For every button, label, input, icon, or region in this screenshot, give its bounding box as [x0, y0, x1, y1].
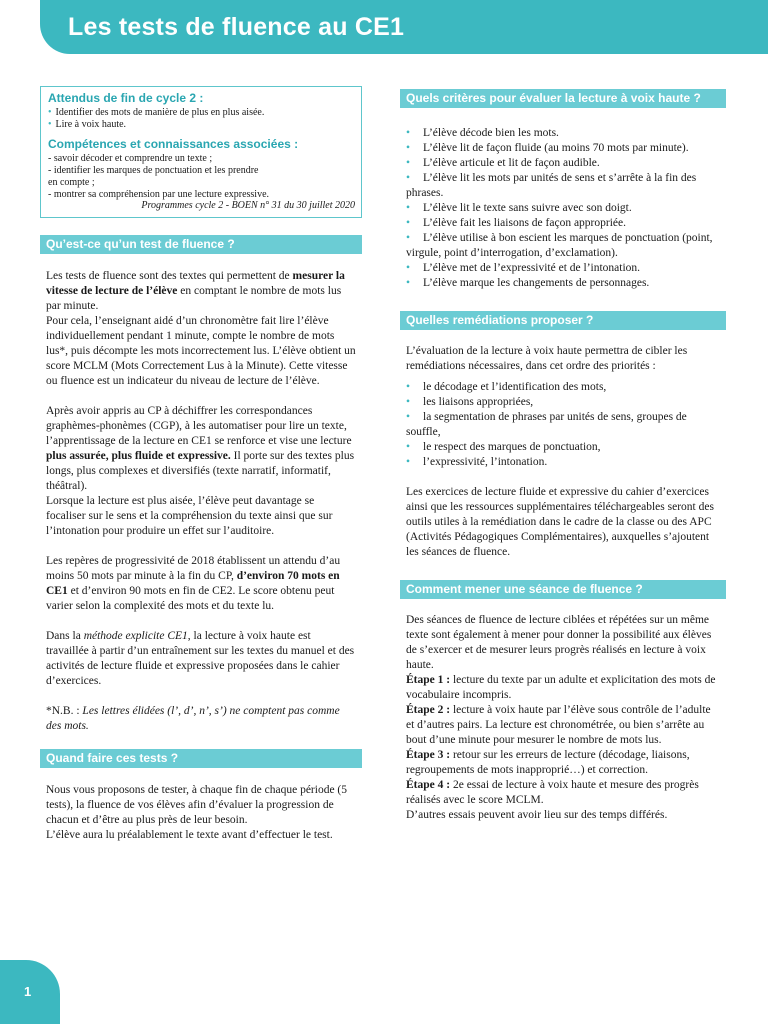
list-item: • le respect des marques de ponctuation, [406, 441, 601, 453]
attendus-box [40, 86, 362, 218]
left-column [40, 86, 362, 843]
list-item: • L’élève met de l’expressivité et de l’intonation. [406, 262, 641, 274]
list-item: • L’élève marque les changements de personnages. [406, 277, 650, 289]
section-heading-seance: Comment mener une séance de fluence ? [400, 580, 726, 599]
list-item: • le décodage et l’identification des mots, [406, 381, 607, 393]
section-heading-remediations: Quelles remédiations proposer ? [400, 311, 726, 330]
list-item: • L’élève fait les liaisons de façon appropriée. [406, 217, 626, 229]
section-body-seance: Des séances de fluence de lecture ciblées et répétées sur un même texte sont également à mener pour donner la possibilité aux élèves de s’exercer et de mesurer leurs progrès réalisés en lecture à voix haute. Étape 1 : lecture du texte par un adulte et explicitation des mots de vocabulaire incompris. Étape 2 : lecture à voix haute par l’élève sous contrôle de l’adulte et d’autres pairs. La lecture est chronométrée, ou bien s’arrête au bout d’une minute pour mesurer le nombre de mots lus. Étape 3 : retour sur les erreurs de lecture (décodage, liaisons, regroupements de mots inapproprié…) et correction. Étape 4 : 2e essai de lecture à voix haute et mesure des progrès réalisés avec le score MCLM. D’autres essais peuvent avoir lieu sur des temps différés. [406, 614, 716, 821]
bullet-icon: • [406, 217, 411, 229]
page-title: Les tests de fluence au CE1 [68, 13, 405, 41]
right-column [400, 89, 726, 823]
step-label: Étape 3 : [406, 749, 451, 761]
section-heading-fluence: Qu’est-ce qu’un test de fluence ? [40, 235, 362, 254]
page-number-tab [0, 960, 60, 1024]
attendus-heading: Attendus de fin de cycle 2 : [48, 91, 204, 105]
page-number: 1 [24, 984, 32, 999]
section-heading-criteres: Quels critères pour évaluer la lecture à voix haute ? [400, 89, 726, 108]
bullet-icon: • [406, 127, 411, 139]
bullet-icon: • [48, 119, 52, 130]
section-body-remediations: L’évaluation de la lecture à voix haute permettra de cibler les remédiations nécessaires, dans cet ordre des priorités : • le décodage et l’identification des mots, • les liaisons appropriées, • la segmentation de phrases par unités de sens, groupes de souffle, • le respect des marques de ponctuation, • l’expressivité, l’intonation. Les exercices de lecture fluide et expressive du cahier d’exercices ainsi que les ressources supplémentaires téléchargeables seront des outils utiles à la remédiation dans le cadre de la classe ou des APC (Activités Pédagogiques Complémentaires), auxquelles s’ajoutent les séances de fluence. [400, 344, 726, 560]
list-item: • la segmentation de phrases par unités de sens, groupes de souffle, [406, 411, 687, 438]
bullet-icon: • [406, 411, 411, 423]
step-label: Étape 4 : [406, 779, 451, 791]
step-label: Étape 1 : [406, 674, 451, 686]
list-item: • les liaisons appropriées, [406, 396, 534, 408]
bullet-icon: • [48, 107, 52, 118]
bullet-icon: • [406, 262, 411, 274]
list-item: • L’élève articule et lit de façon audible. [406, 157, 600, 169]
bullet-icon: • [406, 277, 411, 289]
list-item: • L’élève utilise à bon escient les marques de ponctuation (point, virgule, point d’interrogation, d’exclamation). [406, 232, 713, 259]
list-item: • l’expressivité, l’intonation. [406, 456, 548, 468]
bullet-icon: • [406, 441, 411, 453]
list-item: • L’élève lit les mots par unités de sens et s’arrête à la fin des phrases. [406, 172, 697, 199]
list-item: • L’élève décode bien les mots. [406, 127, 559, 139]
bullet-icon: • [406, 202, 411, 214]
programme-reference: Programmes cycle 2 - BOEN n° 31 du 30 juillet 2020 [141, 200, 355, 211]
criteria-list [406, 126, 720, 291]
bullet-icon: • [406, 381, 411, 393]
bullet-icon: • [406, 232, 411, 244]
section-body-fluence: Les tests de fluence sont des textes qui permettent de mesurer la vitesse de lecture de l’élève en comptant le nombre de mots lus par minute. Pour cela, l’enseignant aidé d’un chronomètre fait lire l’élève individuellement pendant 1 minute, compte le nombre de mots lus*, puis décompte les mots incorrectement lus. L’élève obtient un score MCLM (Mots Correctement Lus à la Minute). Cette vitesse ou fluence est un indicateur du niveau de lecture de l’élève. Après avoir appris au CP à déchiffrer les correspondances graphèmes-phonèmes (CGP), à les automatiser pour lire un texte, l’apprentissage de la lecture en CE1 se renforce et vise une lecture plus assurée, plus fluide et expressive. Il porte sur des textes plus longs, plus complexes et diversifiés (texte narratif, informatif, théâtral). Lorsque la lecture est plus aisée, l’élève peut davantage se focaliser sur le sens et la compréhension du texte ainsi que sur l’intonation pour produire un effet sur l’auditoire. Les repères de progressivité de 2018 établissent un attendu d’au moins 50 mots par minute à la fin du CP, d’environ 70 mots en CE1 et d’environ 90 mots en fin de CE2. Le score obtenu peut varier selon la complexité des mots et du texte lu. Dans la méthode explicite CE1, la lecture à voix haute est travaillée à partir d’un entraînement sur les textes du manuel et des activités de lecture fluide et expressive proposées dans le cahier d’exercices. *N.B. : Les lettres élidées (l’, d’, n’, s’) ne comptent pas comme des mots. [46, 270, 356, 732]
section-body-quand: Nous vous proposons de tester, à chaque fin de chaque période (5 tests), la fluence de vos élèves afin d’évaluer la progression de chacun et d’être au plus près de leur besoin. L’élève aura lu préalablement le texte avant d’effectuer le test. [46, 784, 348, 841]
list-item: • Lire à voix haute. [48, 119, 127, 130]
competences-heading: Compétences et connaissances associées : [48, 137, 299, 151]
bullet-icon: • [406, 172, 411, 184]
step-label: Étape 2 : [406, 704, 451, 716]
section-heading-quand: Quand faire ces tests ? [40, 749, 362, 768]
competences-text: - savoir décoder et comprendre un texte ; - identifier les marques de ponctuation et les prendre en compte ; - montrer sa compréhension par une lecture expressive. [48, 153, 270, 200]
bullet-icon: • [406, 157, 411, 169]
list-item: • Identifier des mots de manière de plus en plus aisée. [48, 107, 265, 118]
note: *N.B. : Les lettres élidées (l’, d’, n’, s’) ne comptent pas comme des mots. [46, 705, 340, 732]
section-body-criteres [400, 126, 726, 291]
page-header [40, 0, 768, 54]
bullet-icon: • [406, 142, 411, 154]
list-item: • L’élève lit de façon fluide (au moins 70 mots par minute). [406, 142, 689, 154]
remediation-list [406, 380, 720, 470]
list-item: • L’élève lit le texte sans suivre avec son doigt. [406, 202, 632, 214]
bullet-icon: • [406, 396, 411, 408]
attendus-list [48, 107, 355, 131]
bullet-icon: • [406, 456, 411, 468]
